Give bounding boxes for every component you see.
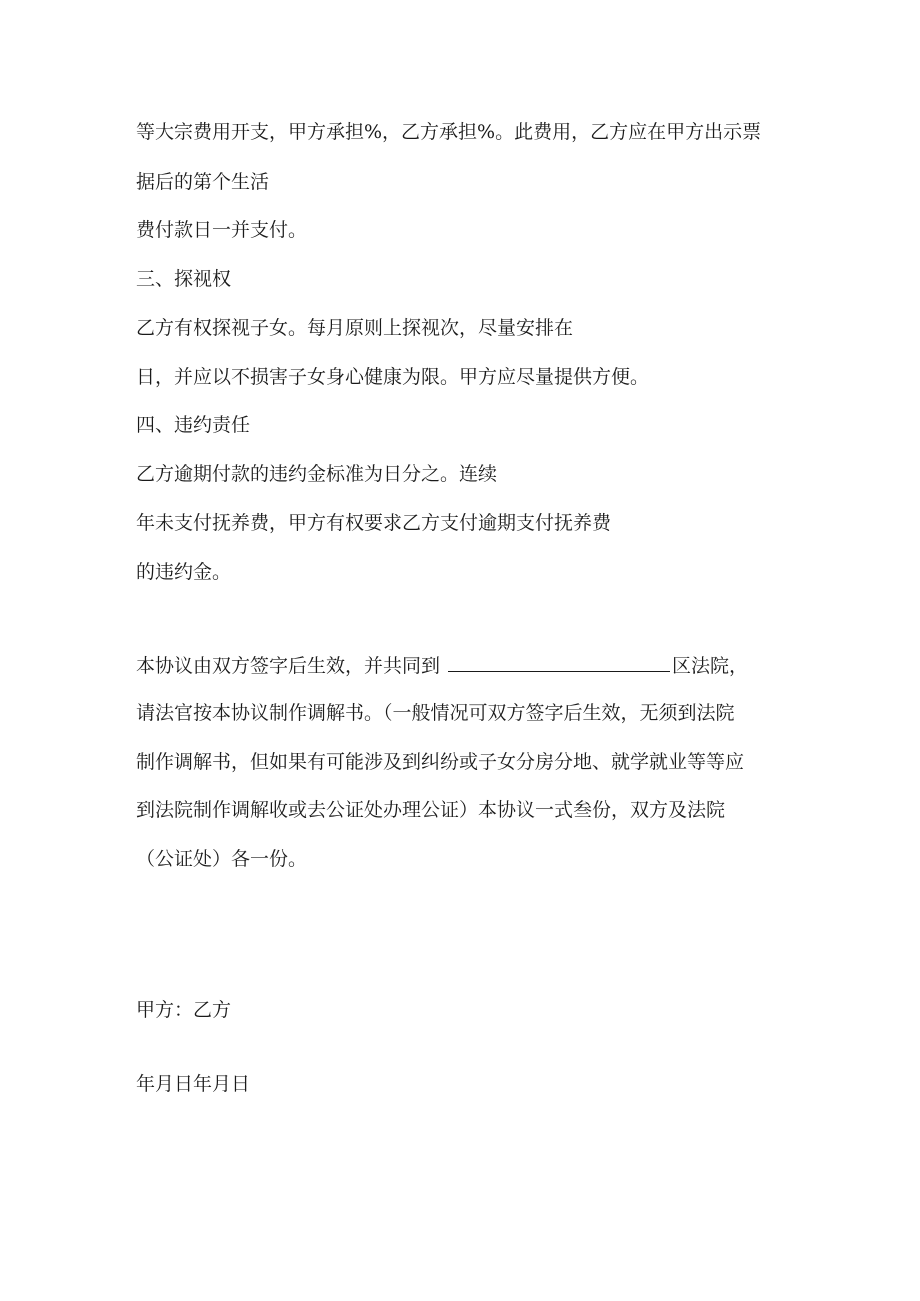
breach-heading: 四、违约责任 bbox=[136, 414, 251, 436]
closing-line-4: 到法院制作调解收或去公证处办理公证）本协议一式叁份，双方及法院 bbox=[136, 799, 726, 821]
costs-line-3: 费付款日一并支付。 bbox=[136, 219, 308, 241]
visitation-line-1: 乙方有权探视子女。每月原则上探视次，尽量安排在 bbox=[136, 317, 574, 339]
costs-line-2: 据后的第个生活 bbox=[136, 171, 270, 193]
closing-line-1 bbox=[136, 653, 748, 678]
closing-line-1-start: 本协议由双方签字后生效，并共同到 bbox=[136, 655, 441, 677]
visitation-heading: 三、探视权 bbox=[136, 268, 232, 290]
breach-line-2: 年未支付抚养费，甲方有权要求乙方支付逾期支付抚养费 bbox=[136, 512, 612, 534]
court-name-blank bbox=[448, 653, 670, 672]
costs-line-1: 等大宗费用开支，甲方承担%，乙方承担%。此费用，乙方应在甲方出示票 bbox=[136, 121, 762, 143]
signature-dates: 年月日年月日 bbox=[136, 1073, 251, 1095]
breach-line-3: 的违约金。 bbox=[136, 561, 232, 583]
closing-line-3: 制作调解书，但如果有可能涉及到纠纷或子女分房分地、就学就业等等应 bbox=[136, 751, 745, 773]
closing-line-2: 请法官按本协议制作调解书。（一般情况可双方签字后生效，无须到法院 bbox=[136, 702, 735, 724]
closing-line-1-end: 区法院， bbox=[672, 655, 749, 677]
breach-line-1: 乙方逾期付款的违约金标准为日分之。连续 bbox=[136, 463, 498, 485]
closing-line-5: （公证处）各一份。 bbox=[136, 848, 308, 870]
visitation-line-2: 日，并应以不损害子女身心健康为限。甲方应尽量提供方便。 bbox=[136, 366, 650, 388]
signature-parties: 甲方：乙方 bbox=[136, 999, 232, 1021]
